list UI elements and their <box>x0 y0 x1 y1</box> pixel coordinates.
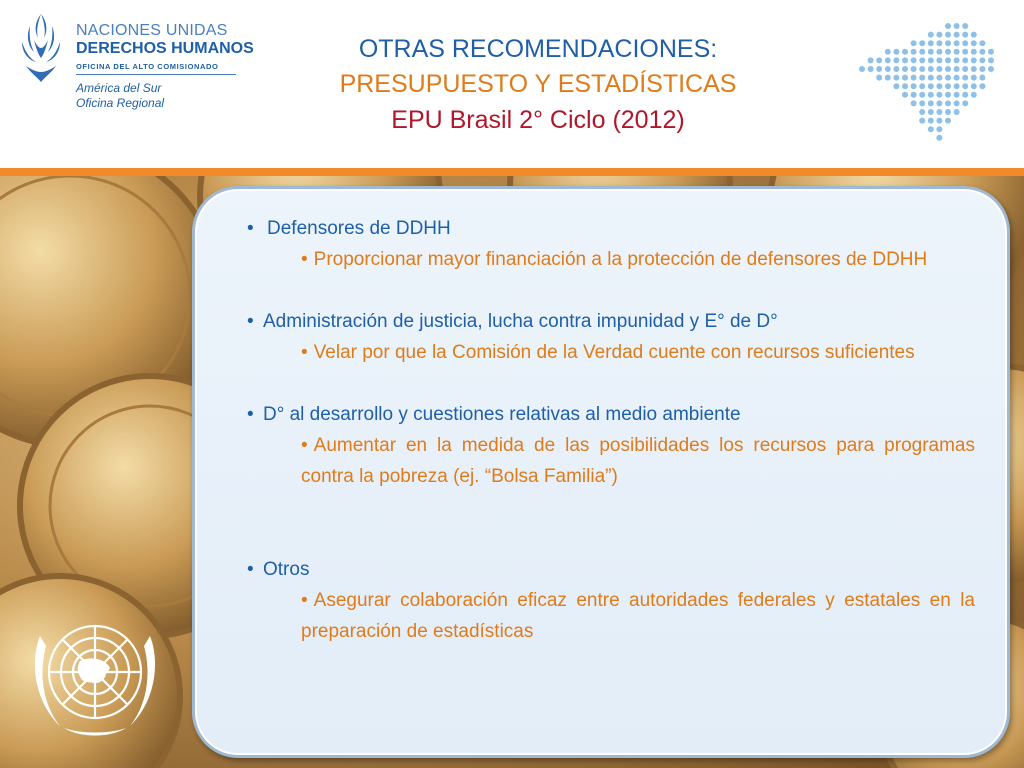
bullet-text: D° al desarrollo y cuestiones relativas al medio ambiente <box>263 404 741 425</box>
bullet-text: Defensores de DDHH <box>267 218 451 239</box>
title-line2: PRESUPUESTO Y ESTADÍSTICAS <box>339 70 737 98</box>
human-rights-hands-icon <box>12 8 70 88</box>
bullet-item: • D° al desarrollo y cuestiones relativas al medio ambiente <box>247 404 741 425</box>
org-name-line1: NACIONES UNIDAS <box>76 22 228 39</box>
title-line1: OTRAS RECOMENDACIONES: <box>358 35 718 63</box>
un-emblem <box>20 606 170 746</box>
ohchr-logo <box>12 8 254 118</box>
org-name-line2: DERECHOS HUMANOS <box>76 40 254 57</box>
sub-bullet-item: • Aumentar en la medida de las posibilidades los recursos para programas contra la pobreza (ej. “Bolsa Familia”) <box>301 435 975 487</box>
sub-bullet-text: Velar por que la Comisión de la Verdad cuente con recursos suficientes <box>313 342 915 363</box>
org-name-line3: OFICINA DEL ALTO COMISIONADO <box>76 62 219 71</box>
bullet-item: • Defensores de DDHH <box>247 218 451 239</box>
sub-bullet-item: • Proporcionar mayor financiación a la protección de defensores de DDHH <box>301 249 928 270</box>
bullet-list <box>247 213 975 647</box>
region-line2: Oficina Regional <box>76 96 165 110</box>
region-line1: América del Sur <box>76 81 162 95</box>
sub-bullet-text: Aumentar en la medida de las posibilidades los recursos para programas contra la pobreza (ej. “Bolsa Familia”) <box>301 435 975 487</box>
sub-bullet-text: Proporcionar mayor financiación a la protección de defensores de DDHH <box>313 249 928 270</box>
sub-bullet-text: Asegurar colaboración eficaz entre autoridades federales y estatales en la preparación de estadísticas <box>301 590 975 642</box>
header-accent-bar <box>0 168 1024 176</box>
bullet-item: • Administración de justicia, lucha contra impunidad y E° de D° <box>247 311 778 332</box>
bullet-text: Administración de justicia, lucha contra impunidad y E° de D° <box>263 311 778 332</box>
dotted-brazil-map-icon <box>856 20 1016 166</box>
slide-title <box>300 32 776 138</box>
sub-bullet-item: • Velar por que la Comisión de la Verdad cuente con recursos suficientes <box>301 342 915 363</box>
logo-divider <box>76 74 236 75</box>
bullet-item: • Otros <box>247 559 310 580</box>
title-line3: EPU Brasil 2° Ciclo (2012) <box>391 106 685 134</box>
slide-header <box>0 0 1024 168</box>
content-panel <box>192 186 1010 758</box>
bullet-text: Otros <box>263 559 310 580</box>
sub-bullet-item: • Asegurar colaboración eficaz entre autoridades federales y estatales en la preparación de estadísticas <box>301 590 975 642</box>
